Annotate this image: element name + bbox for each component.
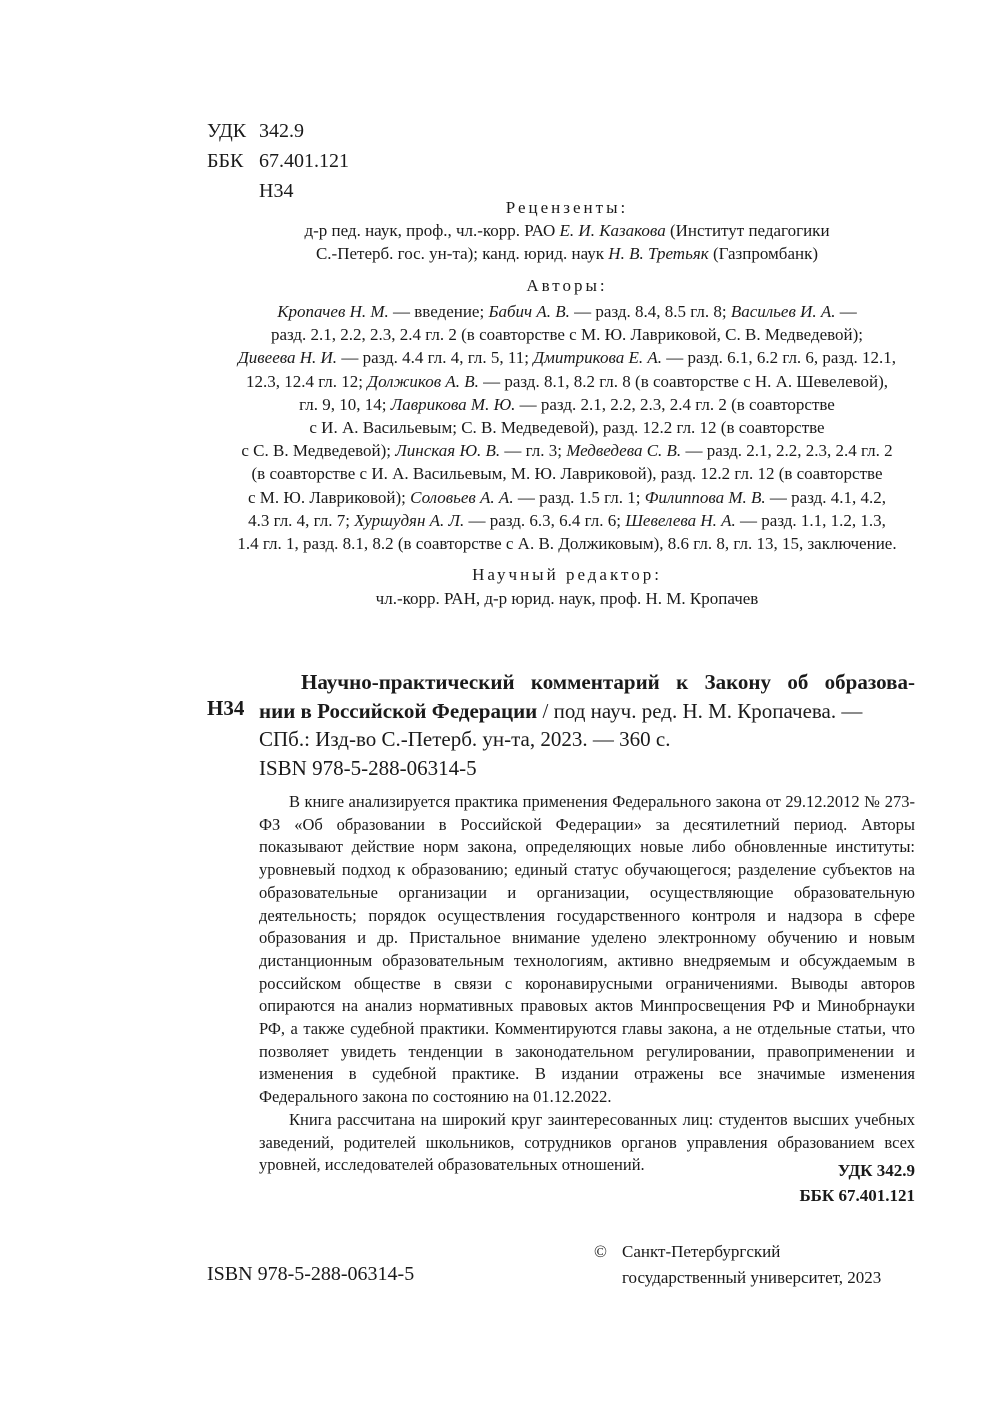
footer-bbk: ББК 67.401.121 xyxy=(799,1186,915,1205)
bib-author-mark: Н34 xyxy=(207,696,245,720)
abstract xyxy=(259,791,915,1177)
bib-record xyxy=(259,668,915,782)
bib-isbn: ISBN 978-5-288-06314-5 xyxy=(259,755,477,780)
authors-line: с М. Ю. Лавриковой); Соловьев А. А. — разд. 1.5 гл. 1; Филиппова М. В. — разд. 4.1, 4.2, xyxy=(247,487,887,507)
authors-line: Кропачев Н. М. — введение; Бабич А. В. — разд. 8.4, 8.5 гл. 8; Васильев И. А. — xyxy=(277,302,857,321)
bib-publisher: СПб.: Изд-во С.-Петерб. ун-та, 2023. — 360 с. xyxy=(259,727,671,751)
authors-title: Авторы: xyxy=(526,276,608,295)
authors-line: с С. В. Медведевой); Линская Ю. В. — гл. 3; Медведева С. В. — разд. 2.1, 2.2, 2.3, 2.4 гл. 2 xyxy=(241,441,893,461)
bib-editor: / под науч. ред. Н. М. Кропачева. — xyxy=(537,698,863,723)
authors-line: (в соавторстве с И. А. Васильевым, М. Ю. Лавриковой), разд. 12.2 гл. 12 (в соавторстве xyxy=(251,464,883,484)
reviewers-line: С.-Петерб. гос. ун-та); канд. юрид. наук Н. В. Третьяк (Газпромбанк) xyxy=(315,244,819,264)
abstract-paragraph: В книге анализируется практика применения Федерального закона от 29.12.2012 № 273-ФЗ «Об образовании в Российской Федерации» за десятилетний период. Авторы показывают действие норм закона, определяющих новые либо обновленные институты: уровневый подход к образованию; единый статус обучающегося; разделение субъектов на образовательные организации и организации, осуществляющие образовательную деятельность; порядок осуществления государственного контроля и надзора в сфере образования и др. Пристальное внимание уделено электронному обучению и новым дистанционным образовательным технологиям, активно внедряемым и обсуждаемым в российском обществе в связи с коронавирусными ограничениями. Выводы авторов опираются на анализ нормативных правовых актов Минпросвещения РФ и Минобрнауки РФ, а также судебной практики. Комментируются главы закона, а не отдельные статьи, что позволяет увидеть тенденции в законодательном регулировании, правоприменении и изменения в судебной практике. В издании отражены все значимые изменения Федерального закона по состоянию на 01.12.2022. xyxy=(259,792,915,1107)
authors-line: разд. 2.1, 2.2, 2.3, 2.4 гл. 2 (в соавторстве с М. Ю. Лавриковой, С. В. Медведевой); xyxy=(270,325,864,345)
authors-line: Дивеева Н. И. — разд. 4.4 гл. 4, гл. 5, 11; Дмитрикова Е. А. — разд. 6.1, 6.2 гл. 6, разд. 12.1, xyxy=(237,348,897,368)
bbk-label: ББК xyxy=(207,150,244,172)
bbk-value: 67.401.121 xyxy=(259,150,349,172)
reviewers-block xyxy=(200,219,934,265)
bottom-isbn: ISBN 978-5-288-06314-5 xyxy=(207,1263,415,1285)
bib-title-part1: Научно-практический комментарий к Закону об образова- xyxy=(301,670,915,694)
reviewers-line: д-р пед. наук, проф., чл.-корр. РАО Е. И. Казакова (Институт педагогики xyxy=(304,221,830,240)
editor-title: Научный редактор: xyxy=(472,565,662,584)
abstract-paragraph: Книга рассчитана на широкий круг заинтересованных лиц: студентов высших учебных заведений, родителей школьников, сотрудников органов управления образованием всех уровней, исследователей образовательных отношений. xyxy=(259,1109,915,1175)
authors-block xyxy=(200,300,934,555)
classification-codes xyxy=(207,116,349,206)
reviewers-title: Рецензенты: xyxy=(505,198,629,217)
author-mark: Н34 xyxy=(259,180,294,202)
footer-codes xyxy=(799,1158,915,1208)
udk-value: 342.9 xyxy=(259,120,304,142)
copyright-line: государственный университет, 2023 xyxy=(622,1268,882,1287)
copyright-line: Санкт-Петербургский xyxy=(622,1242,781,1261)
authors-line: 1.4 гл. 1, разд. 8.1, 8.2 (в соавторстве с А. В. Должиковым), 8.6 гл. 8, гл. 13, 15, заключение. xyxy=(237,534,897,554)
authors-line: с И. А. Васильевым; С. В. Медведевой), разд. 12.2 гл. 12 (в соавторстве xyxy=(309,418,825,438)
editor-line: чл.-корр. РАН, д-р юрид. наук, проф. Н. М. Кропачев xyxy=(375,589,759,608)
authors-line: 4.3 гл. 4, гл. 7; Хуршудян А. Л. — разд. 6.3, 6.4 гл. 6; Шевелева Н. А. — разд. 1.1, 1.2, 1.3, xyxy=(248,510,886,530)
copyright xyxy=(594,1239,881,1291)
copyright-icon: © xyxy=(594,1242,607,1261)
authors-line: гл. 9, 10, 14; Лаврикова М. Ю. — разд. 2.1, 2.2, 2.3, 2.4 гл. 2 (в соавторстве xyxy=(299,394,835,414)
udk-label: УДК xyxy=(207,120,247,142)
bib-title-part2: нии в Российской Федерации xyxy=(259,698,538,723)
authors-line: 12.3, 12.4 гл. 12; Должиков А. В. — разд. 8.1, 8.2 гл. 8 (в соавторстве с Н. А. Шевелевой), xyxy=(245,371,889,391)
footer-udk: УДК 342.9 xyxy=(837,1161,915,1180)
